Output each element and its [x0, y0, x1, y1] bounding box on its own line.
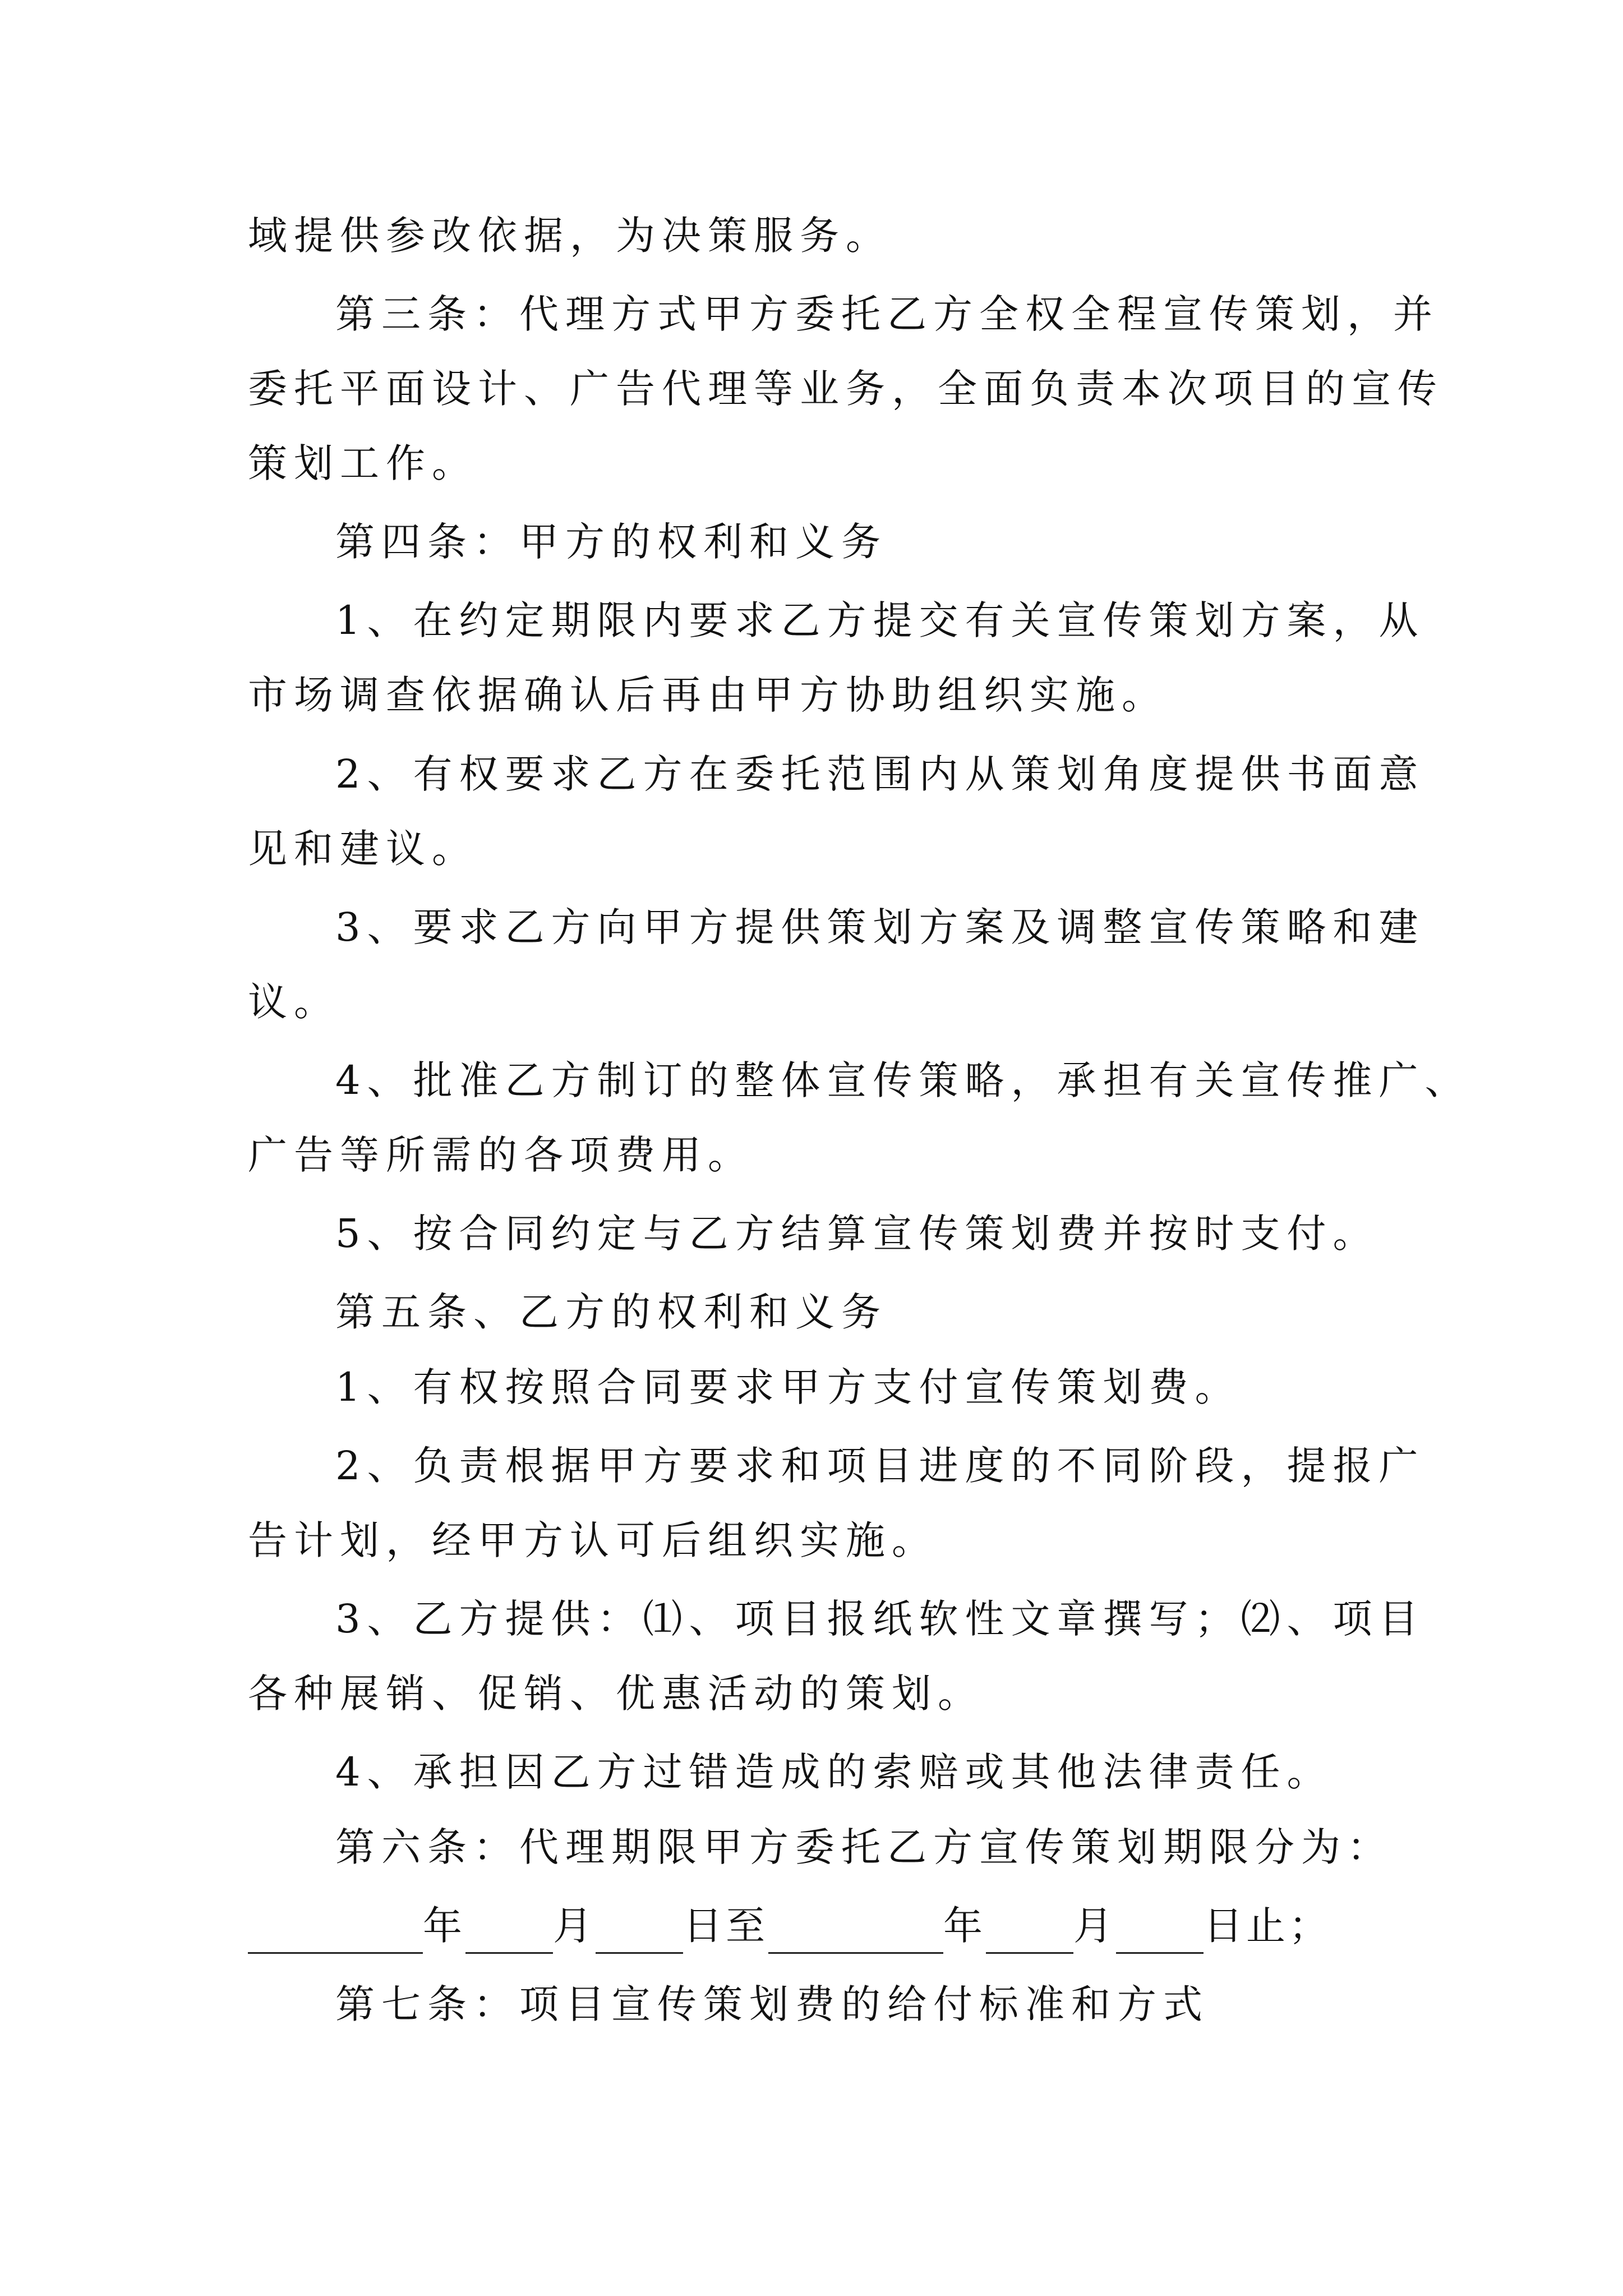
article-7-heading: 第七条：项目宣传策划费的给付标准和方式 [335, 1981, 1209, 2027]
paragraph-line: 见和建议。 [248, 826, 478, 872]
paragraph-line: 各种展销、促销、优惠活动的策划。 [248, 1671, 984, 1717]
list-item: 2、负责根据甲方要求和项目进度的不同阶段，提报广 [335, 1443, 1425, 1489]
list-item: 3、要求乙方向甲方提供策划方案及调整宣传策略和建 [335, 904, 1425, 950]
month-start-blank [465, 1908, 553, 1954]
date-range-line [248, 1898, 1331, 1954]
list-item: 5、按合同约定与乙方结算宣传策划费并按时支付。 [335, 1211, 1379, 1257]
day-start-blank [596, 1908, 683, 1954]
paragraph-line: 市场调查依据确认后再由甲方协助组织实施。 [248, 672, 1168, 718]
day-to-label: 日至 [683, 1903, 768, 1949]
year-start-blank [248, 1908, 423, 1954]
list-item: 4、批准乙方制订的整体宣传策略，承担有关宣传推广、 [335, 1057, 1471, 1103]
paragraph-line: 议。 [248, 979, 340, 1025]
article-5-heading: 第五条、乙方的权利和义务 [335, 1289, 887, 1335]
article-4-heading: 第四条：甲方的权利和义务 [335, 519, 887, 565]
year-label: 年 [943, 1903, 986, 1949]
day-end-blank [1116, 1908, 1204, 1954]
month-end-blank [986, 1908, 1073, 1954]
list-item: 2、有权要求乙方在委托范围内从策划角度提供书面意 [335, 751, 1425, 797]
paragraph-line: 域提供参改依据，为决策服务。 [248, 213, 892, 259]
list-item: 1、在约定期限内要求乙方提交有关宣传策划方案，从 [335, 597, 1425, 643]
article-6-heading: 第六条：代理期限甲方委托乙方宣传策划期限分为： [335, 1824, 1393, 1870]
list-item: 1、有权按照合同要求甲方支付宣传策划费。 [335, 1364, 1241, 1410]
day-end-label: 日止； [1204, 1903, 1331, 1949]
year-label: 年 [423, 1903, 465, 1949]
year-end-blank [768, 1908, 943, 1954]
list-item: 4、承担因乙方过错造成的索赔或其他法律责任。 [335, 1749, 1333, 1795]
paragraph-line: 告计划，经甲方认可后组织实施。 [248, 1517, 938, 1563]
list-item: 3、乙方提供：⑴、项目报纸软性文章撰写；⑵、项目 [335, 1596, 1425, 1642]
paragraph-line: 委托平面设计、广告代理等业务，全面负责本次项目的宣传 [248, 366, 1444, 412]
month-label: 月 [1073, 1903, 1116, 1949]
article-3-heading: 第三条：代理方式甲方委托乙方全权全程宣传策划，并 [335, 291, 1439, 337]
paragraph-line: 策划工作。 [248, 440, 478, 486]
month-label: 月 [553, 1903, 596, 1949]
paragraph-line: 广告等所需的各项费用。 [248, 1132, 754, 1178]
